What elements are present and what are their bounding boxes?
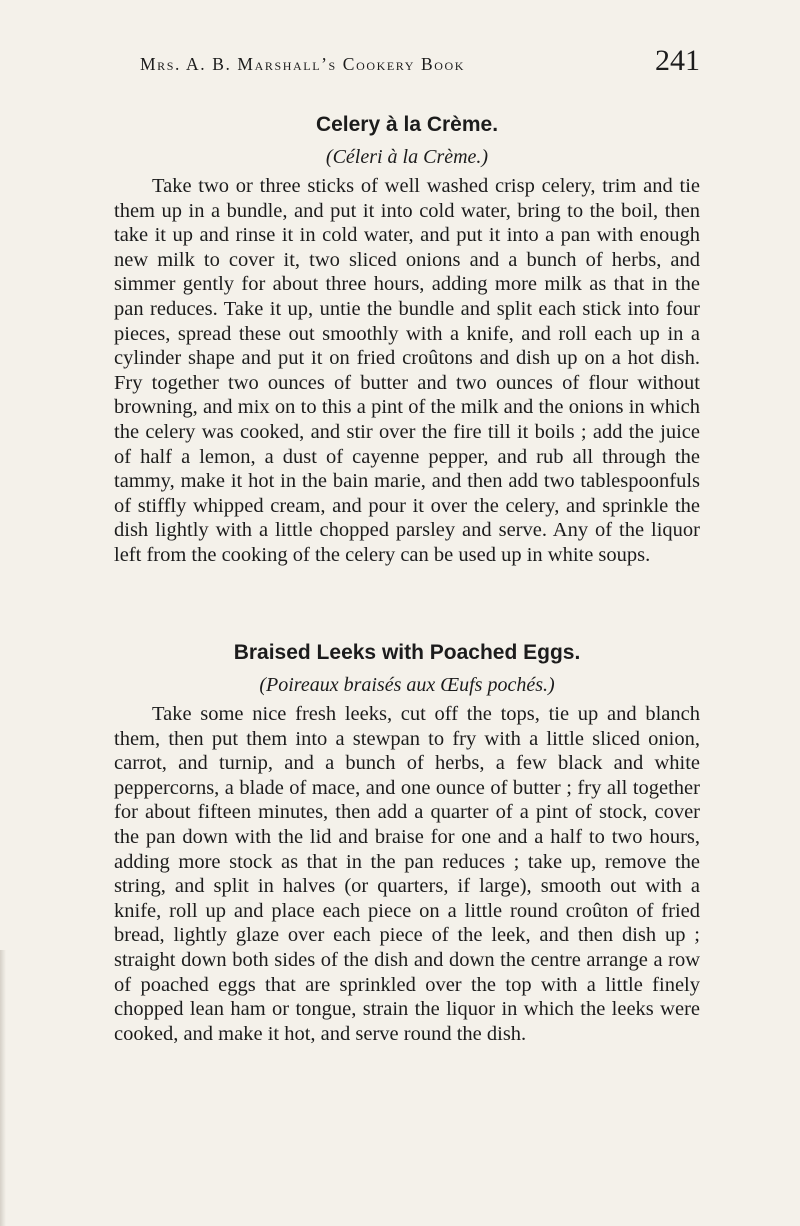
recipe-body: Take two or three sticks of well washed crisp celery, trim and tie them up in a bundle, and put it into cold water, bring to the boil, then take it up and rinse it in cold water, and put it into a pan with enough new milk to cover it, two sliced onions and a bunch of herbs, and simmer gently for about three hours, adding more milk as that in the pan reduces. Take it up, untie the bundle and split each stick into four pieces, spread these out smoothly with a knife, and roll each up in a cylinder shape and put it on fried croûtons and dish up on a hot dish. Fry together two ounces of butter and two ounces of flour without browning, and mix on to this a pint of the milk and the onions in which the celery was cooked, and stir over the fire till it boils ; add the juice of half a lemon, a dust of cayenne pepper, and rub all through the tammy, make it hot in the bain marie, and then add two tablespoonfuls of stiffly whipped cream, and pour it over the celery, and sprinkle the dish lightly with a little chopped parsley and serve. Any of the liquor left from the cooking of the celery can be used up in white soups. bbox=[114, 175, 700, 566]
recipe-braised-leeks bbox=[114, 640, 700, 1046]
recipe-subtitle: (Céleri à la Crème.) bbox=[325, 146, 489, 168]
recipe-title: Braised Leeks with Poached Eggs. bbox=[233, 641, 581, 664]
recipe-body: Take some nice fresh leeks, cut off the tops, tie up and blanch them, then put them into a stewpan to fry with a little sliced onion, carrot, and turnip, and a bunch of herbs, a few black and white peppercorns, a blade of mace, and one ounce of butter ; fry all together for about fifteen minutes, then add a quarter of a pint of stock, cover the pan down with the lid and braise for one and a half to two hours, adding more stock as that in the pan reduces ; take up, remove the string, and split in halves (or quarters, if large), smooth out with a knife, roll up and place each piece on a little round croûton of fried bread, lightly glaze over each piece of the leek, and then dish up ; straight down both sides of the dish and down the centre arrange a row of poached eggs that are sprinkled over the top with a little finely chopped lean ham or tongue, strain the liquor in which the leeks were cooked, and make it hot, and serve round the dish. bbox=[114, 703, 700, 1045]
recipe-title: Celery à la Crème. bbox=[315, 113, 499, 136]
running-head: Mrs. A. B. Marshall’s Cookery Book bbox=[140, 54, 466, 74]
page-number: 241 bbox=[655, 44, 700, 77]
recipe-subtitle: (Poireaux braisés aux Œufs pochés.) bbox=[259, 674, 555, 696]
recipe-celery bbox=[114, 112, 700, 568]
page-header bbox=[114, 44, 700, 84]
scan-edge-shadow bbox=[0, 950, 6, 1226]
